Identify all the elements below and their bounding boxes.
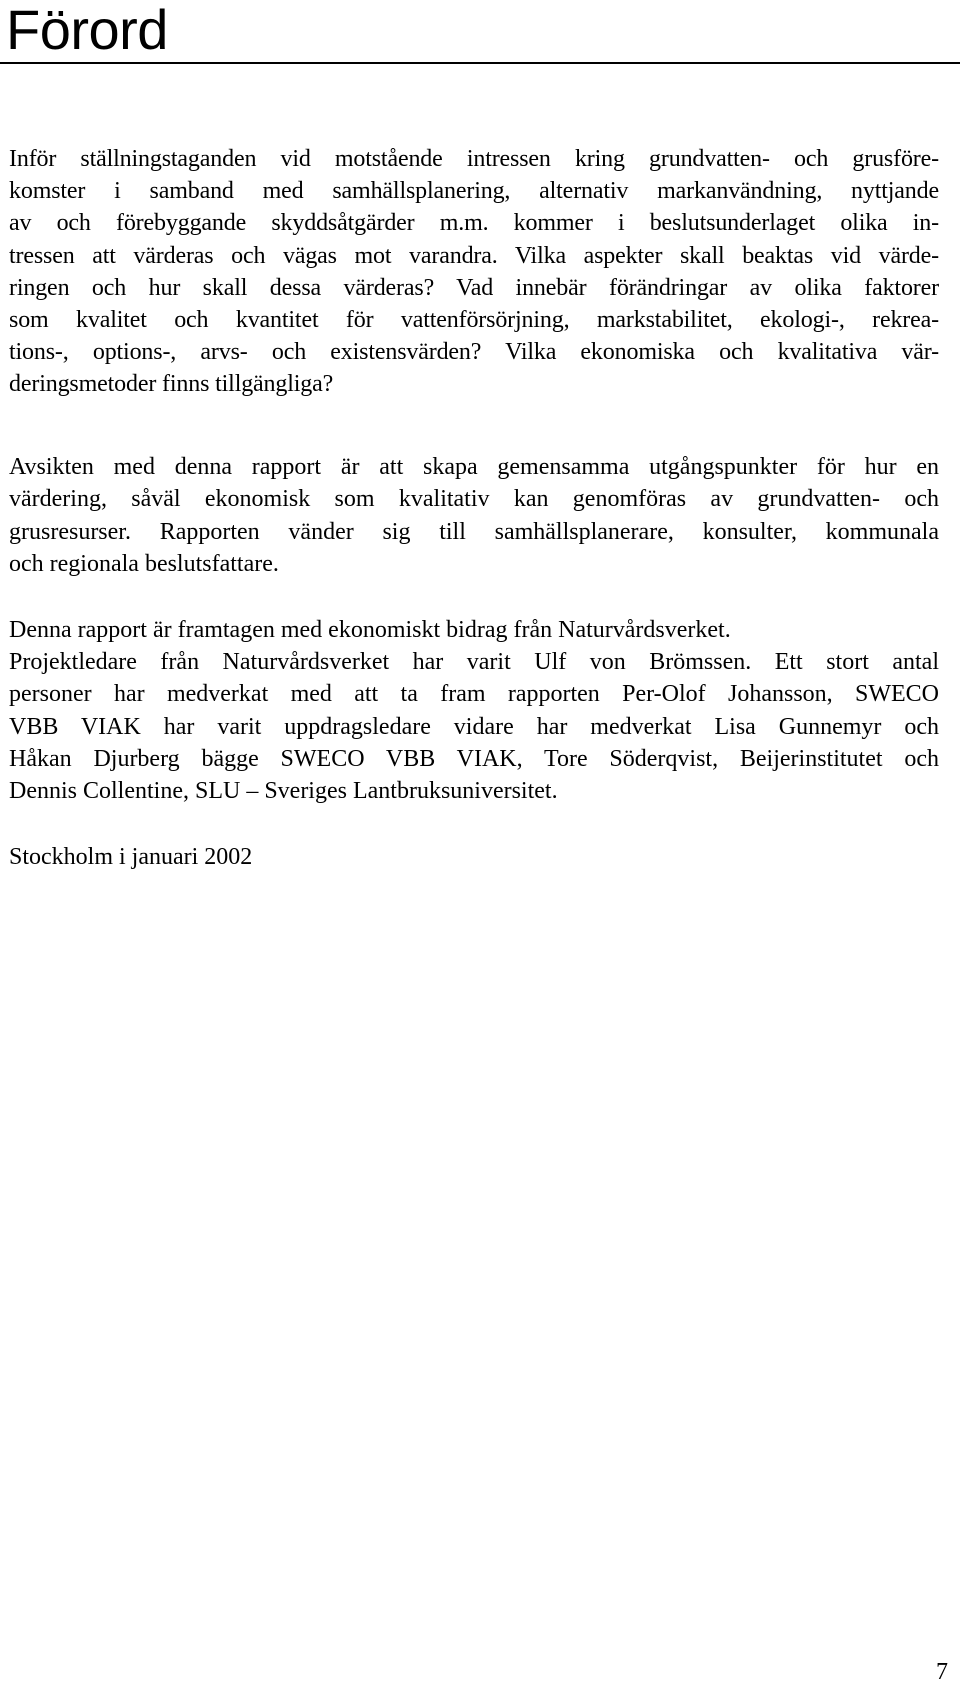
paragraph-line: grusresurser. Rapporten vänder sig till samhällsplanerare, konsulter, kommunala: [9, 519, 939, 545]
page-title: Förord: [6, 0, 168, 61]
page-number: 7: [936, 1659, 948, 1685]
paragraph-line: Projektledare från Naturvårdsverket har varit Ulf von Brömssen. Ett stort antal: [9, 649, 939, 675]
paragraph-line: tions-, options-, arvs- och existensvärden? Vilka ekonomiska och kvalitativa vär-: [9, 339, 939, 365]
paragraph-line: VBB VIAK har varit uppdragsledare vidare har medverkat Lisa Gunnemyr och: [9, 714, 939, 740]
paragraph-line: Håkan Djurberg bägge SWECO VBB VIAK, Tore Söderqvist, Beijerinstitutet och: [9, 746, 939, 772]
paragraph-line: tressen att värderas och vägas mot varandra. Vilka aspekter skall beaktas vid värde-: [9, 243, 939, 269]
paragraph-line: Avsikten med denna rapport är att skapa gemensamma utgångspunkter för hur en: [9, 454, 939, 480]
paragraph-line: av och förebyggande skyddsåtgärder m.m. kommer i beslutsunderlaget olika in-: [9, 210, 939, 236]
paragraph-line: som kvalitet och kvantitet för vattenförsörjning, markstabilitet, ekologi-, rekrea-: [9, 307, 939, 333]
paragraph-line: värdering, såväl ekonomisk som kvalitativ kan genomföras av grundvatten- och: [9, 486, 939, 512]
paragraph-line: och regionala beslutsfattare.: [9, 551, 279, 577]
paragraph-line: komster i samband med samhällsplanering, alternativ markanvändning, nyttjande: [9, 178, 939, 204]
title-divider: [0, 62, 960, 64]
paragraph-line: Dennis Collentine, SLU – Sveriges Lantbruksuniversitet.: [9, 778, 558, 804]
paragraph-line: personer har medverkat med att ta fram rapporten Per-Olof Johansson, SWECO: [9, 681, 939, 707]
place-and-date: Stockholm i januari 2002: [9, 844, 253, 870]
paragraph-line: Denna rapport är framtagen med ekonomiskt bidrag från Naturvårdsverket.: [9, 617, 731, 643]
paragraph-line: Inför ställningstaganden vid motstående intressen kring grundvatten- och grusföre-: [9, 146, 939, 172]
paragraph-line: ringen och hur skall dessa värderas? Vad innebär förändringar av olika faktorer: [9, 275, 939, 301]
paragraph-line: deringsmetoder finns tillgängliga?: [9, 371, 334, 397]
